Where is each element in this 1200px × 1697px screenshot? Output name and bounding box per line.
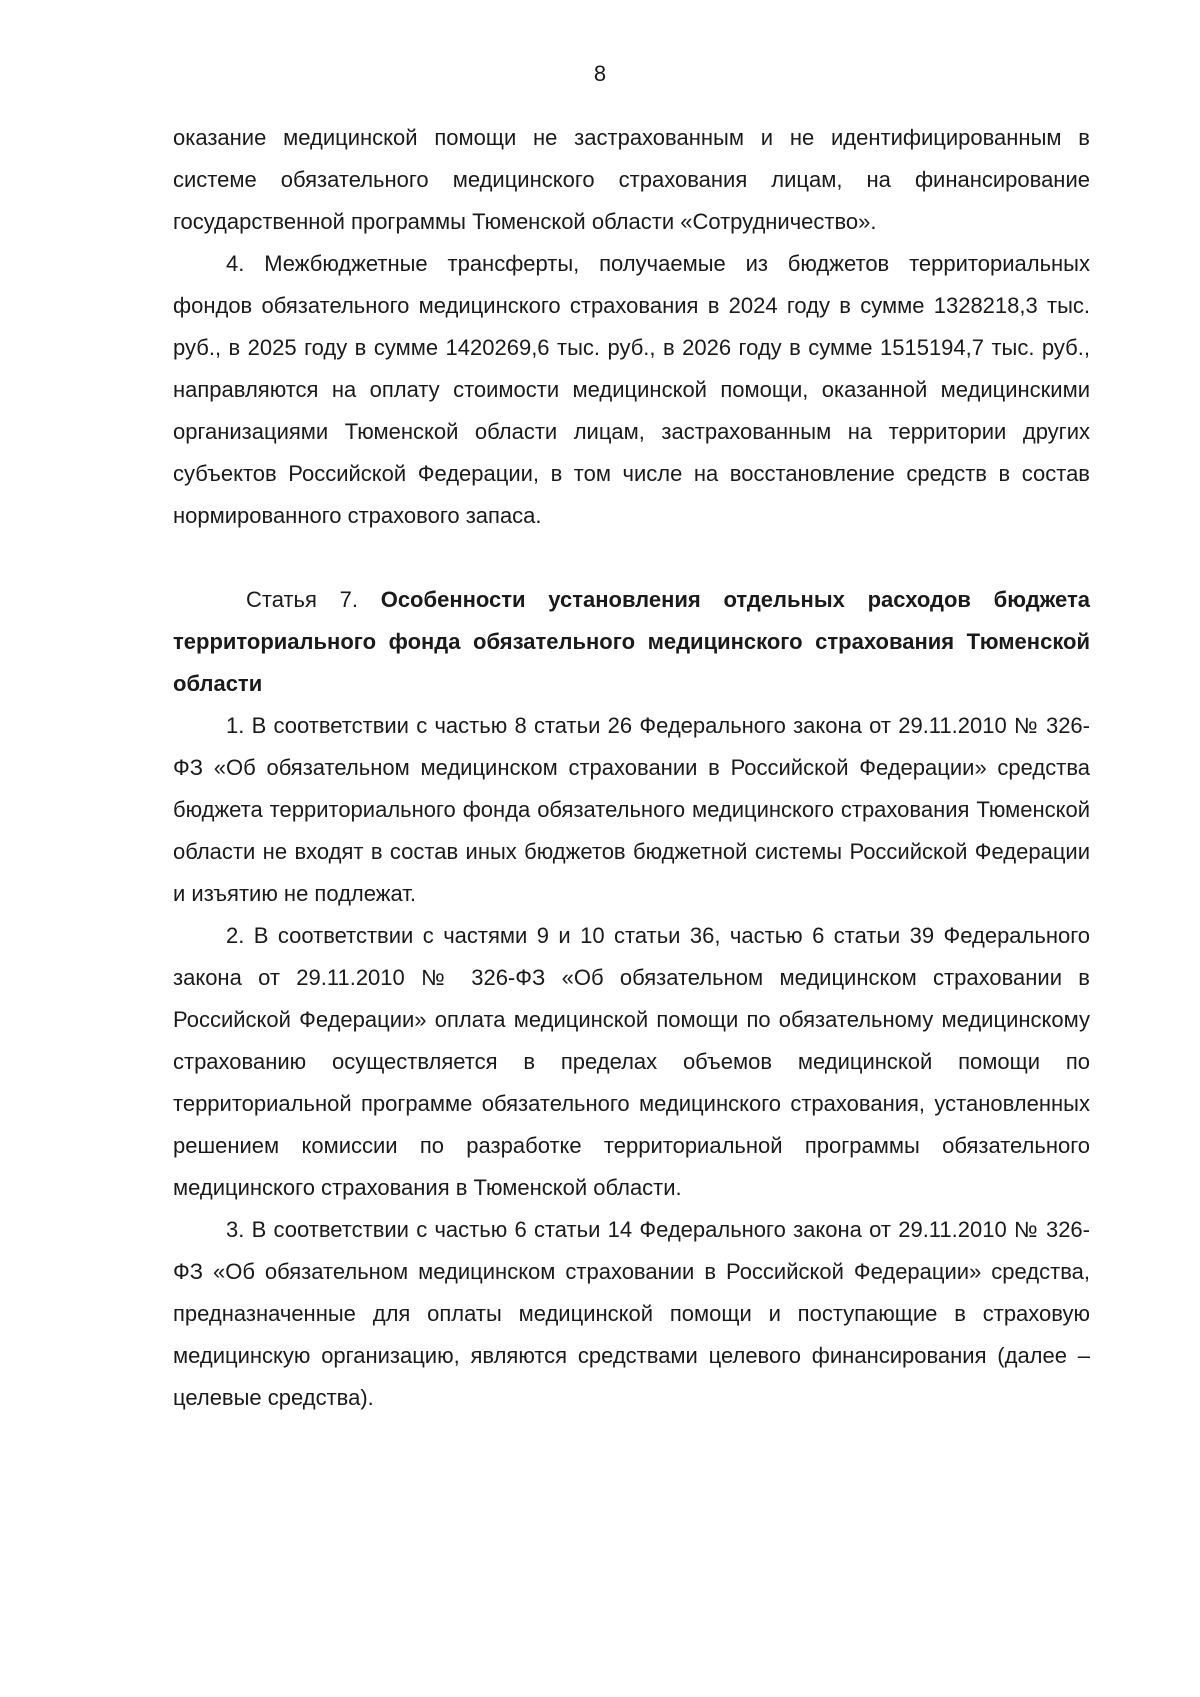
article-item-3: 3. В соответствии с частью 6 статьи 14 Федерального закона от 29.11.2010 № 326-ФЗ «Об обязательном медицинском страховании в Российской Федерации» средства, предназначенные для оплаты медицинской помощи и поступающие в страховую медицинскую организацию, являются средствами целевого финансирования (далее – целевые средства). — [173, 1217, 1090, 1410]
article-title: Особенности установления отдельных расходов бюджета территориального фонда обязательного медицинского страхования Тюменской области — [173, 587, 1090, 696]
continuation-paragraph: оказание медицинской помощи не застрахованным и не идентифицированным в системе обязательного медицинского страхования лицам, на финансирование государственной программы Тюменской области «Сотрудничество». — [173, 125, 1090, 234]
article-heading — [173, 579, 1090, 705]
article-item-1: 1. В соответствии с частью 8 статьи 26 Федерального закона от 29.11.2010 № 326-ФЗ «Об обязательном медицинском страховании в Российской Федерации» средства бюджета территориального фонда обязательного медицинского страхования Тюменской области не входят в состав иных бюджетов бюджетной системы Российской Федерации и изъятию не подлежат. — [173, 713, 1090, 906]
article-number: Статья 7. — [246, 587, 381, 612]
article-item-2: 2. В соответствии с частями 9 и 10 статьи 36, частью 6 статьи 39 Федерального закона от 29.11.2010 № 326-ФЗ «Об обязательном медицинском страховании в Российской Федерации» оплата медицинской помощи по обязательному медицинскому страхованию осуществляется в пределах объемов медицинской помощи по территориальной программе обязательного медицинского страхования, установленных решением комиссии по разработке территориальной программы обязательного медицинского страхования в Тюменской области. — [173, 923, 1090, 1200]
item-4-paragraph: 4. Межбюджетные трансферты, получаемые из бюджетов территориальных фондов обязательного медицинского страхования в 2024 году в сумме 1328218,3 тыс. руб., в 2025 году в сумме 1420269,6 тыс. руб., в 2026 году в сумме 1515194,7 тыс. руб., направляются на оплату стоимости медицинской помощи, оказанной медицинскими организациями Тюменской области лицам, застрахованным на территории других субъектов Российской Федерации, в том числе на восстановление средств в состав нормированного страхового запаса. — [173, 251, 1090, 528]
page-number: 8 — [593, 61, 607, 86]
document-body — [173, 117, 1090, 1419]
